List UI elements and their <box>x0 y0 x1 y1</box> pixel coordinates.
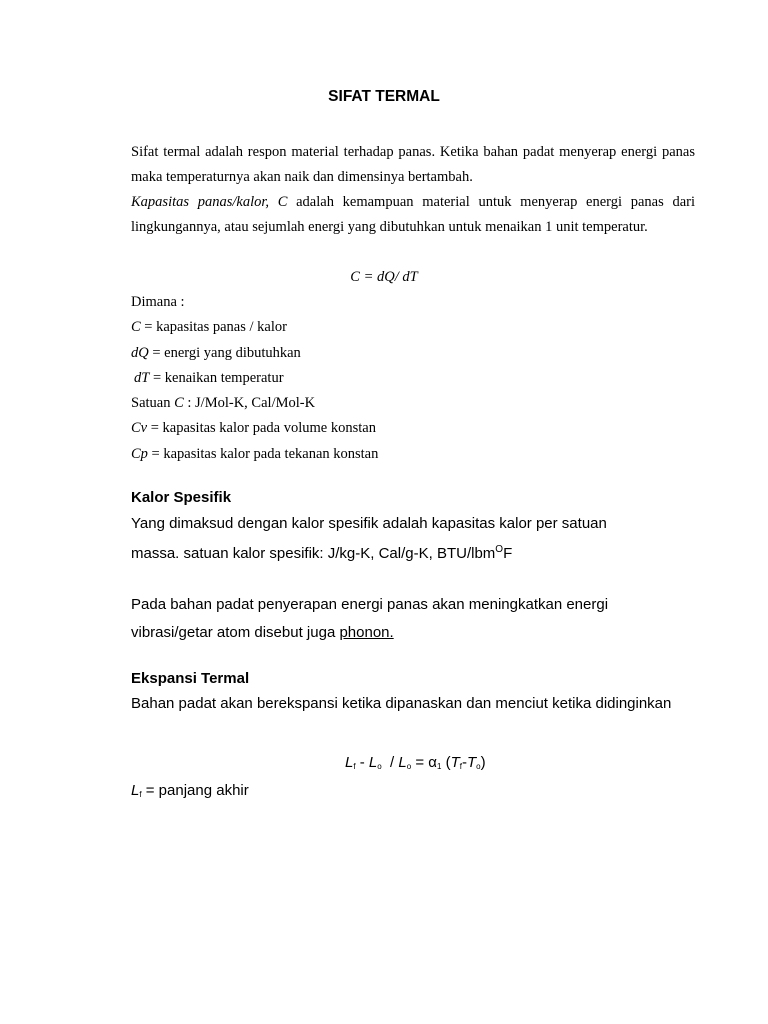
formula-heat-capacity: C = dQ/ dT <box>350 269 418 285</box>
ekspansi-line1: Bahan padat akan berekspansi ketika dipanaskan dan menciut ketika didinginkan <box>131 695 672 712</box>
definition-c: C = kapasitas panas / kalor <box>131 319 287 335</box>
kapasitas-definition: adalah kemampuan material untuk menyerap energi panas dari lingkungannya, atau sejumlah energi yang dibutuhkan untuk menaikan 1 unit temperatur. <box>131 194 695 235</box>
phonon-line1: Pada bahan padat penyerapan energi panas akan meningkatkan energi <box>131 596 609 613</box>
kalor-spesifik-line2: massa. satuan kalor spesifik: J/kg-K, Cal/g-K, BTU/lbm$^O$F <box>131 544 513 562</box>
definition-dq: dQ = energi yang dibutuhkan <box>131 345 301 361</box>
phonon-line2: vibrasi/getar atom disebut juga phonon. <box>131 624 394 641</box>
kalor-spesifik-line1: Yang dimaksud dengan kalor spesifik adalah kapasitas kalor per satuan <box>131 515 607 532</box>
formula-thermal-expansion: $L_f - L_o / L_o = \alpha_1$ $(T_f-T_o)$ <box>345 754 486 771</box>
ekspansi-heading: Ekspansi Termal <box>131 670 250 687</box>
intro-paragraph <box>131 140 695 240</box>
kalor-spesifik-heading: Kalor Spesifik <box>131 489 232 506</box>
kapasitas-term: Kapasitas panas/kalor, C <box>131 194 288 210</box>
intro-sentence: Sifat termal adalah respon material terhadap panas. Ketika bahan padat menyerap energi panas maka temperaturnya akan naik dan dimensinya bertambah. <box>131 144 695 185</box>
page-title: SIFAT TERMAL <box>328 88 440 105</box>
definition-dt: dT = kenaikan temperatur <box>134 370 284 386</box>
definition-cp: Cp = kapasitas kalor pada tekanan konstan <box>131 446 379 462</box>
definition-cv: Cv = kapasitas kalor pada volume konstan <box>131 420 376 436</box>
phonon-link[interactable]: phonon. <box>339 624 394 641</box>
lf-definition: $L_f$ = panjang akhir <box>131 782 249 799</box>
dimana-label: Dimana : <box>131 294 185 310</box>
satuan-line: Satuan C : J/Mol-K, Cal/Mol-K <box>131 395 316 411</box>
